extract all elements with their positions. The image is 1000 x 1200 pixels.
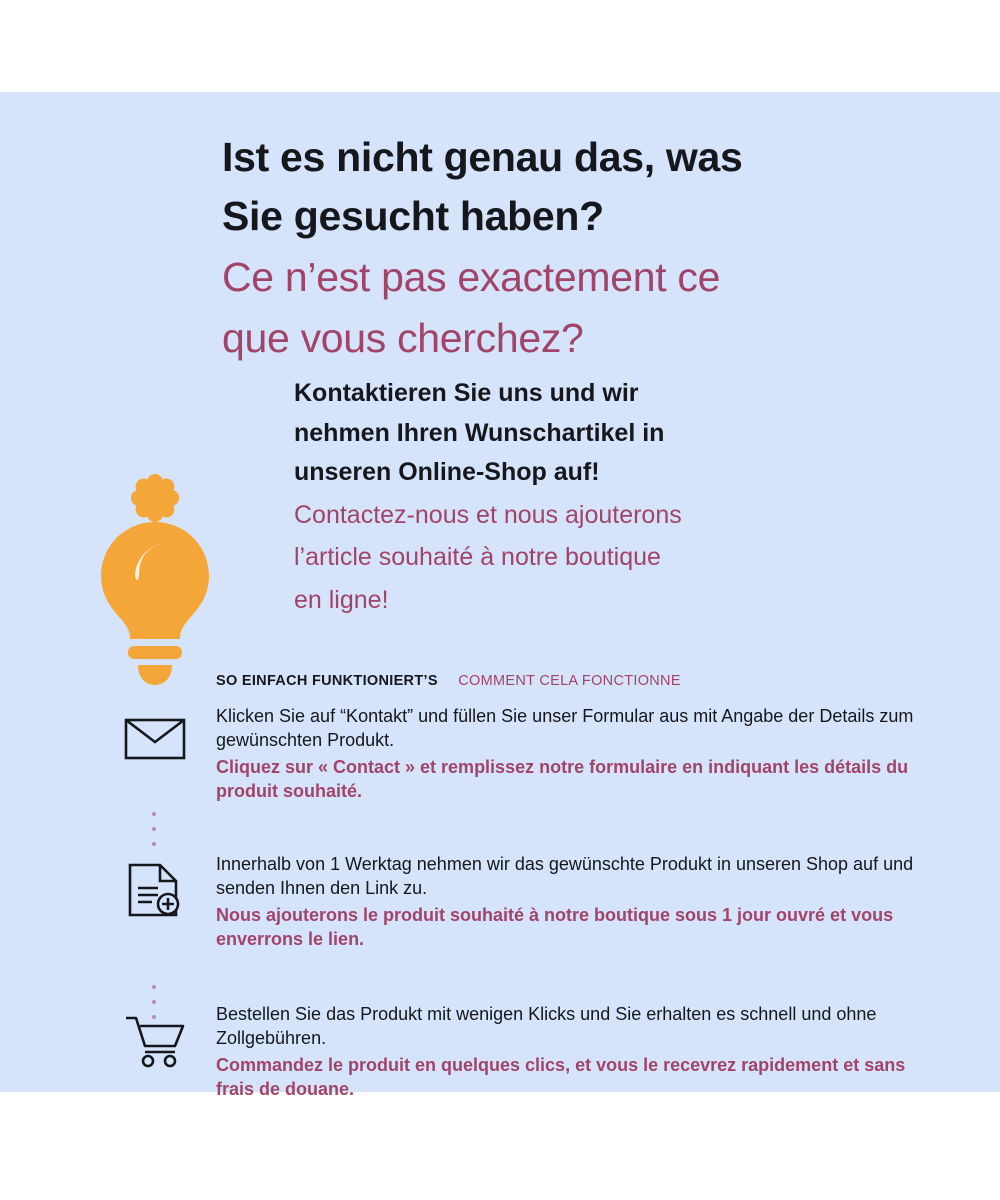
how-title-fr: COMMENT CELA FONCTIONNE [458, 673, 681, 689]
shopping-cart-icon [124, 1012, 186, 1068]
step-item [0, 848, 1000, 956]
step-text [216, 700, 928, 804]
step-de: Innerhalb von 1 Werktag nehmen wir das gewünschte Produkt in unseren Shop auf und senden Ihnen den Link zu. [216, 854, 914, 899]
headline-block [222, 128, 942, 368]
intro-de-line1: Kontaktieren Sie uns und wir [294, 379, 639, 407]
headline-fr-line2: que vous cherchez? [222, 315, 584, 362]
intro-fr-line3: en ligne! [294, 585, 389, 614]
step-fr: Cliquez sur « Contact » et remplissez notre formulaire en indiquant les détails du produit souhaité. [216, 756, 909, 802]
how-title-de: SO EINFACH FUNKTIONIERT’S [216, 673, 438, 689]
step-de: Klicken Sie auf “Kontakt” und füllen Sie unser Formular aus mit Angabe der Details zum gewünschten Produkt. [216, 706, 914, 751]
dot [152, 827, 156, 831]
step-de: Bestellen Sie das Produkt mit wenigen Klicks und Sie erhalten es schnell und ohne Zollgebühren. [216, 1004, 877, 1049]
document-add-icon [124, 862, 186, 918]
dot [152, 842, 156, 846]
envelope-icon [124, 714, 186, 770]
intro-text-block [294, 374, 934, 620]
dot [152, 985, 156, 989]
step-item [0, 700, 1000, 808]
lightbulb-icon [40, 466, 270, 696]
intro-fr-line2: l’article souhaité à notre boutique [294, 543, 661, 571]
step-fr: Nous ajouterons le produit souhaité à notre boutique sous 1 jour ouvré et vous enverrons le lien. [216, 904, 894, 950]
dot [152, 812, 156, 816]
step-text [216, 998, 928, 1102]
step-item [0, 998, 1000, 1106]
intro-de-line2: nehmen Ihren Wunschartikel in [294, 418, 665, 447]
headline-fr-line1: Ce n’est pas exactement ce [222, 254, 721, 301]
how-it-works-title [216, 672, 681, 690]
steps-list [0, 700, 1000, 1106]
intro-fr-line1: Contactez-nous et nous ajouterons [294, 500, 682, 529]
promo-panel [0, 92, 1000, 1100]
step-fr: Commandez le produit en quelques clics, et vous le recevrez rapidement et sans frais de douane. [216, 1054, 906, 1100]
step-text [216, 848, 928, 952]
headline-de-line1: Ist es nicht genau das, was [222, 134, 743, 180]
headline-de-line2: Sie gesucht haben? [222, 193, 604, 240]
intro-de-line3: unseren Online-Shop auf! [294, 458, 600, 486]
intro-row [0, 374, 1000, 644]
